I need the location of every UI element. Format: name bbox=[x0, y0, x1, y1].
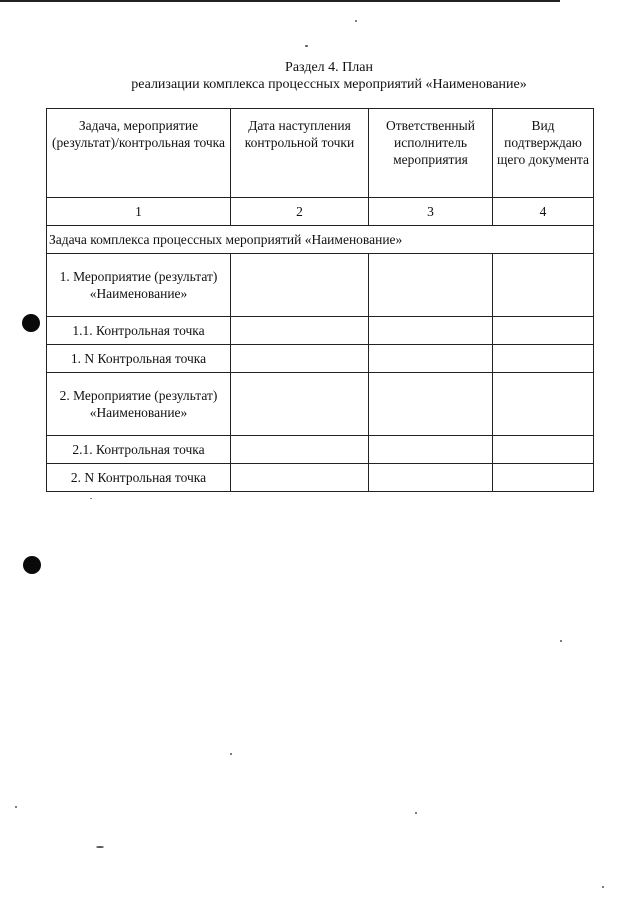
scan-speck bbox=[15, 806, 17, 808]
activity-label: 2. Мероприятие (результат) «Наименование» bbox=[47, 373, 231, 436]
header-cell-task: Задача, мероприятие (результат)/контрольная точка bbox=[47, 109, 231, 198]
table-row bbox=[47, 464, 594, 492]
checkpoint-label: 2.1. Контрольная точка bbox=[47, 436, 231, 464]
header-cell-date: Дата наступления контрольной точки bbox=[231, 109, 369, 198]
header-cell-document-type: Вид подтверждаю щего документа bbox=[493, 109, 594, 198]
column-number: 3 bbox=[369, 198, 493, 226]
empty-cell bbox=[493, 464, 594, 492]
scan-speck bbox=[560, 640, 562, 642]
empty-cell bbox=[369, 436, 493, 464]
scan-speck bbox=[230, 753, 232, 755]
table-row bbox=[47, 317, 594, 345]
scan-speck bbox=[96, 846, 104, 848]
scan-speck bbox=[415, 812, 417, 814]
table-row bbox=[47, 436, 594, 464]
empty-cell bbox=[231, 373, 369, 436]
empty-cell bbox=[493, 345, 594, 373]
header-row bbox=[47, 109, 594, 198]
scan-speck bbox=[355, 20, 357, 22]
column-number: 1 bbox=[47, 198, 231, 226]
column-number: 2 bbox=[231, 198, 369, 226]
scan-speck bbox=[602, 886, 604, 888]
empty-cell bbox=[231, 436, 369, 464]
table-row bbox=[47, 373, 594, 436]
task-row bbox=[47, 226, 594, 254]
table-row bbox=[47, 345, 594, 373]
empty-cell bbox=[369, 254, 493, 317]
section-title: Раздел 4. План bbox=[285, 60, 373, 75]
empty-cell bbox=[231, 254, 369, 317]
section-subtitle: реализации комплекса процессных мероприятий «Наименование» bbox=[131, 77, 527, 92]
empty-cell bbox=[369, 464, 493, 492]
column-number: 4 bbox=[493, 198, 594, 226]
top-border-line bbox=[0, 0, 560, 2]
empty-cell bbox=[493, 254, 594, 317]
punch-hole-mark bbox=[22, 314, 40, 332]
empty-cell bbox=[231, 464, 369, 492]
empty-cell bbox=[231, 317, 369, 345]
checkpoint-label: 1.1. Контрольная точка bbox=[47, 317, 231, 345]
empty-cell bbox=[369, 373, 493, 436]
empty-cell bbox=[493, 317, 594, 345]
table-row bbox=[47, 254, 594, 317]
checkpoint-label: 1. N Контрольная точка bbox=[47, 345, 231, 373]
plan-table bbox=[46, 108, 594, 492]
empty-cell bbox=[493, 436, 594, 464]
header-cell-responsible: Ответственный исполнитель мероприятия bbox=[369, 109, 493, 198]
activity-label: 1. Мероприятие (результат) «Наименование» bbox=[47, 254, 231, 317]
punch-hole-mark bbox=[23, 556, 41, 574]
empty-cell bbox=[369, 317, 493, 345]
empty-cell bbox=[369, 345, 493, 373]
empty-cell bbox=[493, 373, 594, 436]
scan-speck bbox=[90, 498, 92, 499]
scan-speck bbox=[305, 45, 308, 47]
checkpoint-label: 2. N Контрольная точка bbox=[47, 464, 231, 492]
empty-cell bbox=[231, 345, 369, 373]
column-number-row bbox=[47, 198, 594, 226]
task-row-label: Задача комплекса процессных мероприятий «Наименование» bbox=[47, 226, 594, 254]
